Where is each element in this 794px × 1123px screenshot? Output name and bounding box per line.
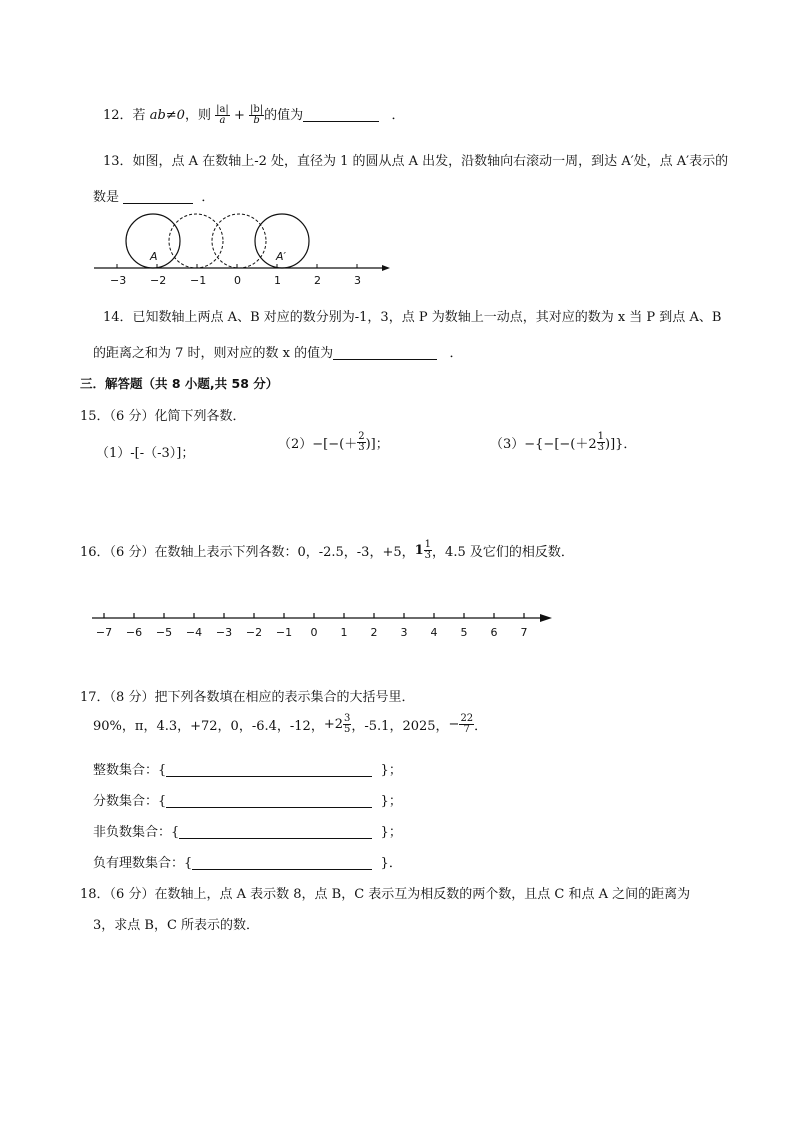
set-answer-blank[interactable]: [166, 762, 372, 777]
q17-number-list: 90%，π，4.3，+72，0，-6.4，-12，+2 $\frac{3}{5}$ ，-5.1，2025，− $\frac{22}{7}$ ．: [93, 713, 488, 735]
question-number: 17．: [80, 690, 110, 705]
set-negative-rational: 负有理数集合：{ }．: [93, 856, 402, 871]
fraction: $\frac{22}{7}$: [460, 713, 474, 735]
q15-item-3: （3）−{−[−(＋2 $\frac{1}{3}$ )]}．: [490, 431, 637, 453]
mixed-number: +2 $\frac{3}{5}$: [323, 713, 351, 735]
mixed-number: 1 $\frac{1}{3}$: [414, 539, 432, 561]
question-18-line2: 3，求点 B，C 所表示的数．: [93, 918, 260, 933]
set-answer-blank[interactable]: [192, 855, 372, 870]
axis-ticks: [117, 264, 357, 268]
axis-arrow: [540, 614, 552, 622]
fraction-abs-a-over-a: $\frac{|a|}{a}$: [216, 104, 229, 126]
question-15: 15．（6 分）化简下列各数．: [80, 409, 246, 424]
question-number: 16．: [80, 545, 110, 560]
point-a-prime-label: A′: [276, 250, 287, 263]
question-number: 14．: [103, 310, 133, 325]
tick-label: −2: [245, 626, 263, 639]
question-14-line1: 14．已知数轴上两点 A、B 对应的数分别为-1，3，点 P 为数轴上一动点，其对应的数为 x 当 P 到点 A、B: [103, 310, 722, 325]
answer-blank[interactable]: [333, 345, 437, 360]
tick-label: −4: [185, 626, 203, 639]
number-line-q16: [88, 606, 558, 642]
tick-label: −3: [215, 626, 233, 639]
axis-labels: [96, 626, 528, 639]
point-a-label: A: [150, 250, 158, 263]
question-number: 15．: [80, 409, 110, 424]
fraction-abs-b-over-b: $\frac{|b|}{b}$: [249, 104, 264, 126]
question-13-line2: 数是 ．: [93, 190, 215, 205]
question-13-line1: 13．如图，点 A 在数轴上-2 处，直径为 1 的圆从点 A 出发，沿数轴向右滚动一周，到达 A′处，点 A′表示的: [103, 154, 729, 169]
q15-item-1: （1）-[-（-3）]；: [96, 446, 195, 461]
q15-item-2: （2）−[−(＋ $\frac{2}{3}$ )]；: [278, 431, 389, 453]
set-nonnegative: 非负数集合：{ }；: [93, 825, 402, 840]
question-number: 12．: [103, 108, 133, 123]
tick-label: 4: [430, 626, 438, 639]
tick-label: −7: [95, 626, 113, 639]
tick-label: −6: [125, 626, 143, 639]
rolling-circle-figure: [88, 208, 398, 286]
tick-label: −1: [275, 626, 293, 639]
question-14-line2: 的距离之和为 7 时，则对应的数 x 的值为 ．: [93, 346, 463, 361]
answer-blank[interactable]: [303, 107, 379, 122]
tick-label: 3: [400, 626, 408, 639]
fraction: $\frac{1}{3}$: [597, 431, 605, 453]
set-fraction: 分数集合：{ }；: [93, 794, 402, 809]
axis-arrow: [382, 265, 390, 271]
axis-ticks: [104, 613, 524, 618]
set-answer-blank[interactable]: [179, 824, 372, 839]
tick-label: 3: [354, 274, 361, 286]
set-answer-blank[interactable]: [166, 793, 372, 808]
tick-label: 1: [274, 274, 281, 286]
question-12: 12．若 ab≠0，则 $\frac{|a|}{a}$ + $\frac{|b|}{b}$ 的值为 ．: [103, 104, 405, 126]
set-integer: 整数集合：{ }；: [93, 763, 402, 778]
tick-label: −2: [150, 274, 167, 286]
section-title: 三．解答题（共 8 小题,共 58 分）: [80, 376, 279, 391]
question-number: 18．: [80, 887, 110, 902]
fraction: $\frac{2}{3}$: [358, 431, 365, 453]
tick-label: 5: [460, 626, 468, 639]
tick-label: −1: [190, 274, 207, 286]
answer-blank[interactable]: [123, 189, 193, 204]
tick-label: 2: [370, 626, 378, 639]
question-number: 13．: [103, 154, 133, 169]
tick-label: 0: [234, 274, 241, 286]
question-18-line1: 18．（6 分）在数轴上，点 A 表示数 8，点 B，C 表示互为相反数的两个数，且点 C 和点 A 之间的距离为: [80, 887, 691, 902]
tick-label: 7: [520, 626, 528, 639]
tick-label: −5: [155, 626, 173, 639]
rolling-circle-dashed-2: [212, 214, 266, 268]
question-17: 17．（8 分）把下列各数填在相应的表示集合的大括号里．: [80, 690, 415, 705]
rolling-circle-dashed-1: [169, 214, 223, 268]
tick-label: 2: [314, 274, 321, 286]
question-16: 16．（6 分）在数轴上表示下列各数：0，-2.5，-3，+5，1 $\frac{1}{3}$ ，4.5 及它们的相反数．: [80, 539, 574, 561]
tick-label: 1: [340, 626, 348, 639]
tick-label: −3: [110, 274, 127, 286]
tick-label: 6: [490, 626, 498, 639]
tick-label: 0: [310, 626, 318, 639]
